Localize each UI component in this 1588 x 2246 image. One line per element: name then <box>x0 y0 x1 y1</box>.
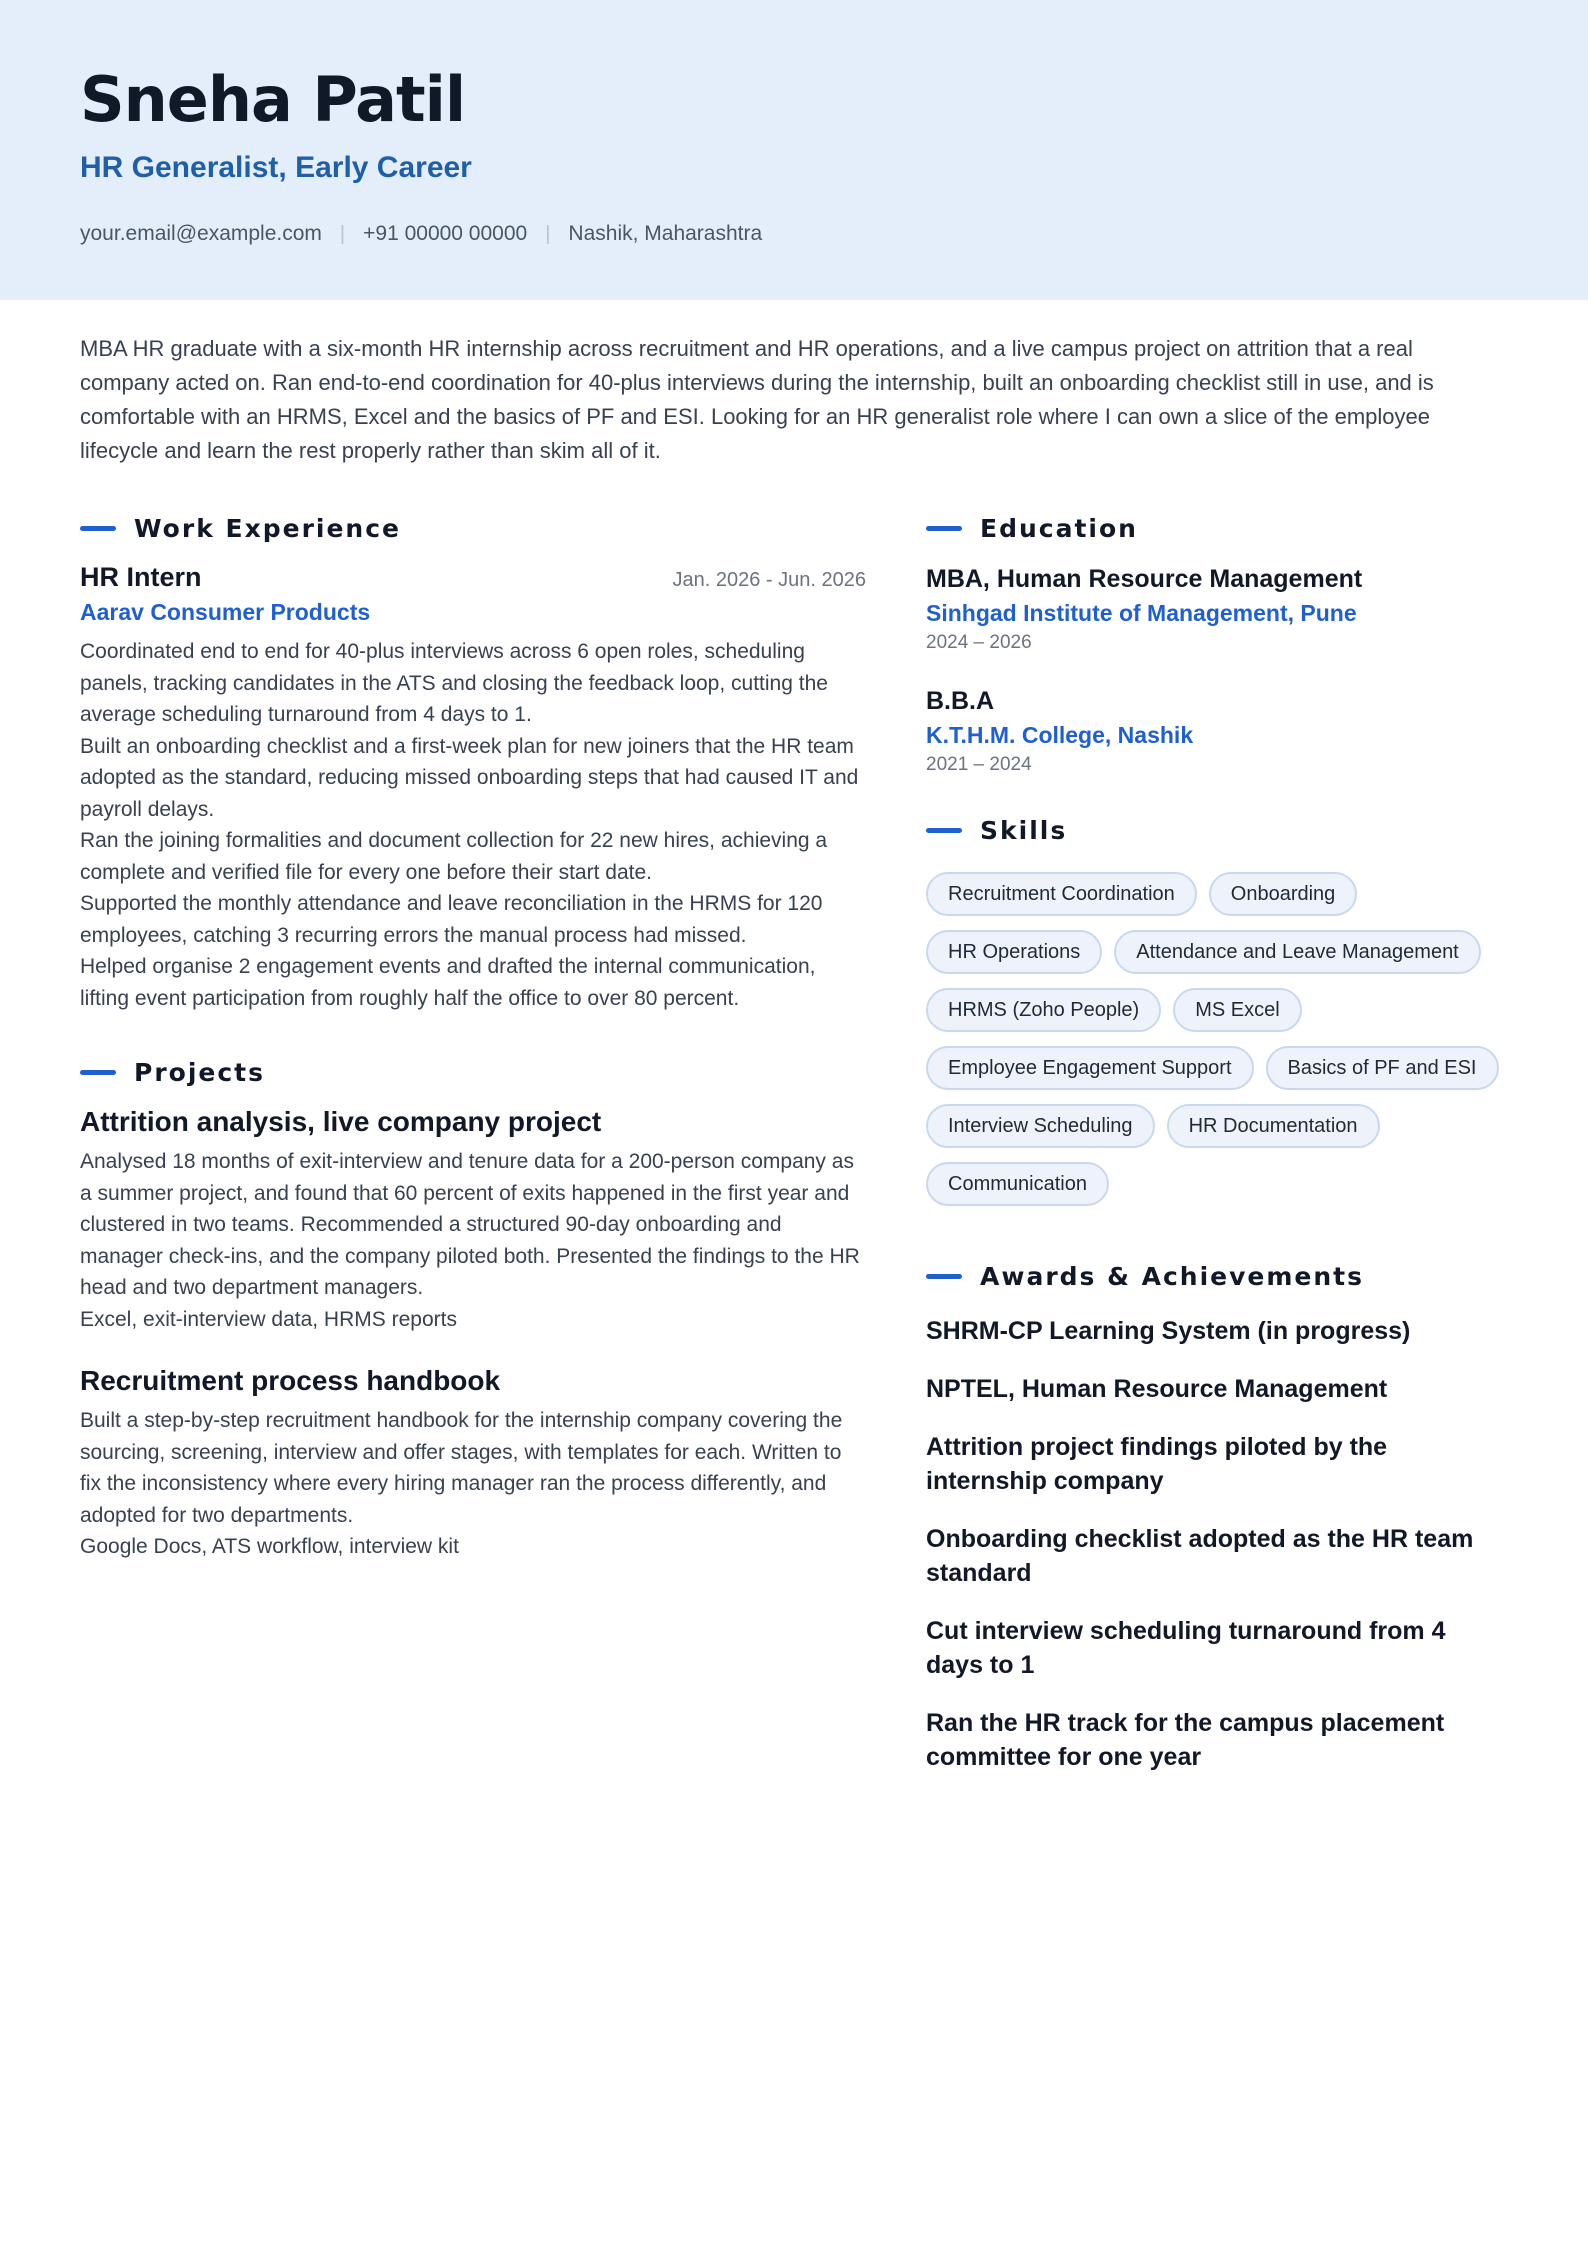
awards-section <box>926 1260 1506 1774</box>
work-experience-section <box>80 512 866 1014</box>
job-bullets <box>80 636 866 1014</box>
award-item: NPTEL, Human Resource Management <box>926 1375 1388 1403</box>
summary-paragraph: MBA HR graduate with a six-month HR internship across recruitment and HR operations, and a live campus project on attrition that a real company acted on. Ran end-to-end coordination for 40-plus interviews during the internship, built an onboarding checklist still in use, and is comfortable with an HRMS, Excel and the basics of PF and ESI. Looking for an HR generalist role where I can own a slice of the employee lifecycle and learn the rest properly rather than skim all of it. <box>80 336 1434 463</box>
education-entry <box>926 684 1506 778</box>
education-years: 2024 – 2026 <box>926 632 1032 653</box>
section-title: Education <box>980 513 1138 543</box>
projects-section <box>80 1056 866 1563</box>
section-accent-bar <box>80 526 116 531</box>
project-entry <box>80 1106 866 1335</box>
skill-chip: Interview Scheduling <box>926 1104 1155 1148</box>
project-description: Analysed 18 months of exit-interview and tenure data for a 200-person company as a summer project, and found that 60 percent of exits happened in the first year and clustered in two teams. Recommended a structured 90-day onboarding and manager check-ins, and the company piloted both. Presented the findings to the HR head and two department managers. <box>80 1150 860 1299</box>
skill-chip: Onboarding <box>1209 872 1358 916</box>
education-section <box>926 512 1506 778</box>
job-entry <box>80 562 866 1014</box>
job-bullet: Built an onboarding checklist and a first-week plan for new joiners that the HR team adopted as the standard, reducing missed onboarding steps that had caused IT and payroll delays. <box>80 734 859 821</box>
project-title: Attrition analysis, live company project <box>80 1106 602 1137</box>
section-heading <box>926 814 1506 846</box>
contact-row <box>80 222 1508 246</box>
job-bullet: Coordinated end to end for 40-plus interviews across 6 open roles, scheduling panels, tracking candidates in the ATS and closing the feedback loop, cutting the average scheduling turnaround from 4 days to 1. <box>80 640 828 726</box>
award-item: Ran the HR track for the campus placement committee for one year <box>926 1709 1445 1771</box>
left-column <box>80 512 866 1798</box>
company-name: Aarav Consumer Products <box>80 599 371 625</box>
job-dates: Jan. 2026 - Jun. 2026 <box>672 569 866 591</box>
skill-chip: HRMS (Zoho People) <box>926 988 1161 1032</box>
job-bullet: Helped organise 2 engagement events and drafted the internal communication, lifting event participation from roughly half the office to over 80 percent. <box>80 955 816 1010</box>
award-item: Onboarding checklist adopted as the HR team standard <box>926 1525 1474 1587</box>
contact-phone[interactable]: +91 00000 00000 <box>363 222 528 245</box>
school-name: Sinhgad Institute of Management, Pune <box>926 600 1357 626</box>
job-bullet: Ran the joining formalities and document collection for 22 new hires, achieving a complete and verified file for every one before their start date. <box>80 829 828 884</box>
awards-list <box>926 1314 1506 1774</box>
two-column-body <box>0 512 1588 1798</box>
section-accent-bar <box>926 1274 962 1279</box>
candidate-name: Sneha Patil <box>80 63 466 136</box>
section-accent-bar <box>926 526 962 531</box>
skill-chip: HR Documentation <box>1167 1104 1380 1148</box>
skill-chip: Employee Engagement Support <box>926 1046 1254 1090</box>
project-tools: Excel, exit-interview data, HRMS reports <box>80 1307 457 1331</box>
project-tools: Google Docs, ATS workflow, interview kit <box>80 1535 459 1558</box>
project-entry <box>80 1365 866 1563</box>
contact-separator: | <box>545 222 551 245</box>
project-title: Recruitment process handbook <box>80 1365 501 1396</box>
skill-chip: HR Operations <box>926 930 1102 974</box>
skill-chip: Basics of PF and ESI <box>1266 1046 1499 1090</box>
section-title: Work Experience <box>134 513 401 543</box>
section-heading <box>926 512 1506 544</box>
section-heading <box>926 1260 1506 1292</box>
section-accent-bar <box>80 1070 116 1075</box>
candidate-title: HR Generalist, Early Career <box>80 151 472 184</box>
education-years: 2021 – 2024 <box>926 754 1032 775</box>
section-heading <box>80 512 866 544</box>
school-name: K.T.H.M. College, Nashik <box>926 722 1194 748</box>
job-header <box>80 562 866 593</box>
award-item: SHRM-CP Learning System (in progress) <box>926 1317 1411 1345</box>
project-description: Built a step-by-step recruitment handbook for the internship company covering the sourcing, screening, interview and offer stages, with templates for each. Written to fix the inconsistency where every hiring manager ran the process differently, and adopted for two departments. <box>80 1409 843 1527</box>
skills-section <box>926 814 1506 1206</box>
skill-chip: Attendance and Leave Management <box>1114 930 1480 974</box>
job-bullet: Supported the monthly attendance and leave reconciliation in the HRMS for 120 employees, catching 3 recurring errors the manual process had missed. <box>80 892 823 947</box>
section-accent-bar <box>926 828 962 833</box>
contact-location: Nashik, Maharashtra <box>568 222 763 245</box>
degree-name: MBA, Human Resource Management <box>926 565 1363 593</box>
degree-name: B.B.A <box>926 687 995 715</box>
contact-separator: | <box>339 222 346 245</box>
right-column <box>926 512 1506 1798</box>
contact-email[interactable]: your.email@example.com <box>80 222 322 245</box>
skill-chip: Recruitment Coordination <box>926 872 1197 916</box>
section-title: Skills <box>980 815 1068 845</box>
job-title: HR Intern <box>80 562 202 592</box>
skill-chip: Communication <box>926 1162 1109 1206</box>
award-item: Attrition project findings piloted by the internship company <box>926 1433 1388 1495</box>
resume-header <box>0 0 1588 300</box>
section-title: Awards & Achievements <box>980 1261 1365 1291</box>
award-item: Cut interview scheduling turnaround from 4 days to 1 <box>926 1617 1446 1679</box>
section-heading <box>80 1056 866 1088</box>
skills-list <box>926 872 1506 1206</box>
section-title: Projects <box>134 1057 266 1087</box>
skill-chip: MS Excel <box>1173 988 1301 1032</box>
education-entry <box>926 562 1506 656</box>
